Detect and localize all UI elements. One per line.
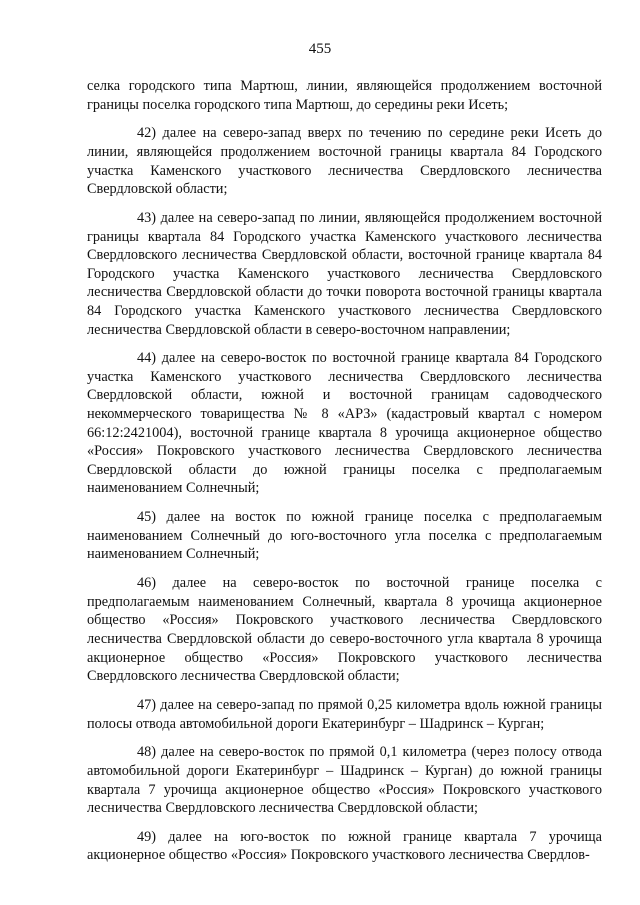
paragraph-item-44: 44) далее на северо-восток по восточной границе квартала 84 Городского участка Каменского участкового лесничества Свердловского лесничества Свердловской области, южной и восточной границам садоводческого некоммерческого товарищества № 8 «АРЗ» (кадастровый квартал с номером 66:12:2421004), восточной границе квартала 8 урочища акционерное общество «Россия» Покровского участкового лесничества Свердловского лесничества Свердловской области до южной границы поселка с предполагаемым наименованием Солнечный; [87,350,602,497]
paragraph-item-48: 48) далее на северо-восток по прямой 0,1 километра (через полосу отвода автомобильной дороги Екатеринбург – Шадринск – Курган) до южной границы квартала 7 урочища акционерное общество «Россия» Покровского участкового лесничества Свердловского лесничества Свердловской области; [87,744,602,817]
paragraph-item-42: 42) далее на северо-запад вверх по течению по середине реки Исеть до линии, являющейся продолжением восточной границы квартала 84 Городского участка Каменского участкового лесничества Свердловского лесничества Свердловской области; [87,125,602,198]
paragraph-item-49: 49) далее на юго-восток по южной границе квартала 7 урочища акционерное общество «Россия» Покровского участкового лесничества Свердлов- [87,828,602,864]
page-number: 455 [308,41,332,57]
paragraph-item-43: 43) далее на северо-запад по линии, являющейся продолжением восточной границы квартала 84 Городского участка Каменского участкового лесничества Свердловского лесничества Свердловской области, восточной границе квартала 84 Городского участка Каменского участкового лесничества Свердловского лесничества Свердловской области до точки поворота восточной границы квартала 84 Городского участка Каменского участкового лесничества Свердловского лесничества Свердловской области в северо-восточном направлении; [87,209,602,338]
paragraph-item-47: 47) далее на северо-запад по прямой 0,25 километра вдоль южной границы полосы отвода автомобильной дороги Екатеринбург – Шадринск – Курган; [87,696,602,732]
document-body [87,77,602,875]
paragraph-continuation: селка городского типа Мартюш, линии, являющейся продолжением восточной границы поселка городского типа Мартюш, до середины реки Исеть; [87,78,602,113]
paragraph-item-45: 45) далее на восток по южной границе поселка с предполагаемым наименованием Солнечный до юго-восточного угла поселка с предполагаемым наименованием Солнечный; [87,509,602,563]
paragraph-item-46: 46) далее на северо-восток по восточной границе поселка с предполагаемым наименованием Солнечный, квартала 8 урочища акционерное общество «Россия» Покровского участкового лесничества Свердловского лесничества Свердловской области до северо-восточного угла квартала 8 урочища акционерное общество «Россия» Покровского участкового лесничества Свердловского лесничества Свердловской области; [87,575,602,685]
